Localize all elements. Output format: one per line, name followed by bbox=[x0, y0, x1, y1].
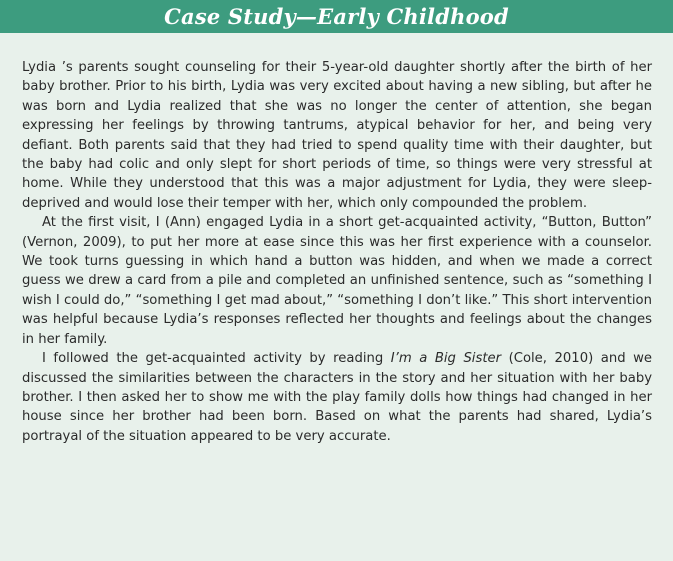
paragraph-3 bbox=[22, 349, 652, 446]
paragraph-3-text-after: (Cole, 2010) and we discussed the similarities between the characters in the story and her situation with her baby brother. I then asked her to show me with the play family dolls how things had changed in her house since her brother had been born. Based on what the parents had shared, Lydia’s portrayal of the situation appeared to be very accurate. bbox=[22, 351, 652, 444]
book-title: I’m a Big Sister bbox=[390, 351, 502, 367]
header-bar bbox=[0, 0, 673, 33]
paragraph-3-text-before: I followed the get-acquainted activity by reading bbox=[42, 351, 391, 367]
paragraph-2: At the first visit, I (Ann) engaged Lydia in a short get-acquainted activity, “Button, Button” (Vernon, 2009), to put her more at ease since this was her first experience with a counselor. We took turns guessing in which hand a button was hidden, and when we made a correct guess we drew a card from a pile and completed an unfinished sentence, such as “something I wish I could do,” “something I get mad about,” “something I don’t like.” This short intervention was helpful because Lydia’s responses reflected her thoughts and feelings about the changes in her family. bbox=[22, 215, 652, 347]
case-study-title: Case Study—Early Childhood bbox=[164, 4, 509, 29]
paragraph-1: Lydia ’s parents sought counseling for their 5-year-old daughter shortly after the birth of her baby brother. Prior to his birth, Lydia was very excited about having a new sibling, but after he was born and Lydia realized that she was no longer the center of attention, she began expressing her feelings by throwing tantrums, atypical behavior for her, and being very defiant. Both parents said that they had tried to spend quality time with their daughter, but the baby had colic and only slept for short periods of time, so things were very stressful at home. While they understood that this was a major adjustment for Lydia, they were sleep-deprived and would lose their temper with her, which only compounded the problem. bbox=[22, 60, 652, 211]
case-study-body bbox=[22, 58, 652, 446]
